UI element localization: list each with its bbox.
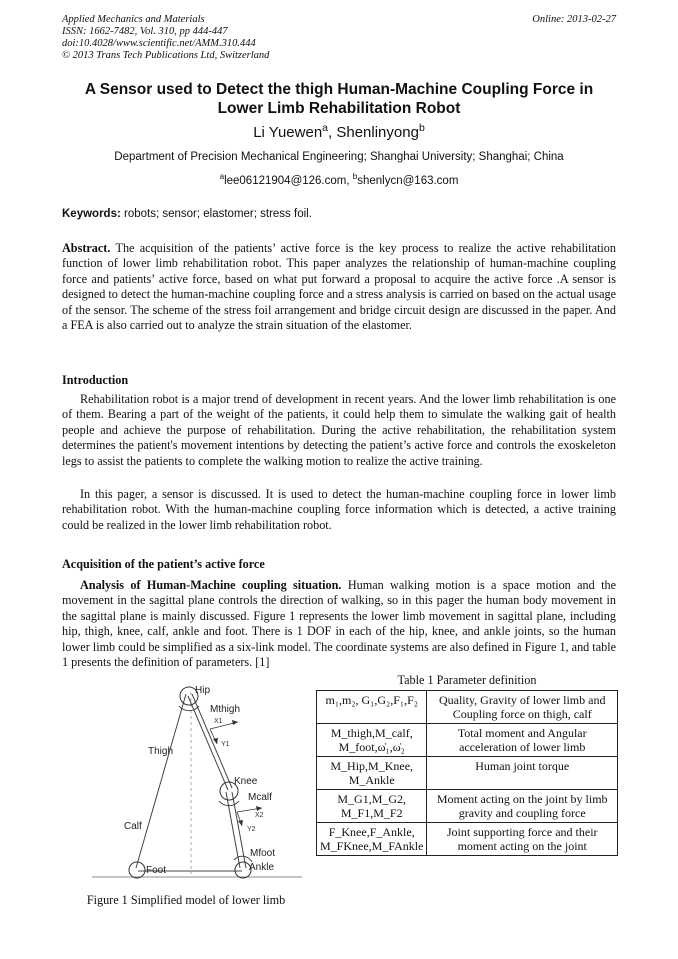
label-foot: Foot [146,865,167,876]
journal-header [62,14,269,62]
table-cell-symbol: M_Hip,M_Knee, M_Ankle [317,757,427,790]
label-y1: Y1 [221,741,230,748]
email-2: shenlycn@163.com [357,174,459,187]
table-row [317,691,618,724]
table-row [317,757,618,790]
knee-moment-arrow [219,801,239,806]
journal-name: Applied Mechanics and Materials [62,14,205,25]
email-1-sup: a [219,172,225,181]
author-line [62,122,616,141]
section-paragraph [62,578,616,670]
affiliation: Department of Precision Mechanical Engineering; Shanghai University; Shanghai; China [114,151,564,163]
paper-title: A Sensor used to Detect the thigh Human-Machine Coupling Force in Lower Limb Rehabilitation Robot [84,81,594,117]
label-ankle: Ankle [249,862,275,873]
label-mfoot: Mfoot [250,848,276,859]
label-knee: Knee [234,776,258,787]
label-y2: Y2 [247,826,256,833]
keywords-label: Keywords: [62,208,121,220]
parameter-table [316,690,618,856]
label-hip: Hip [195,685,211,696]
section-lead: Analysis of Human-Machine coupling situation. [80,578,342,592]
table-row [317,724,618,757]
author-separator: , [328,124,337,141]
label-mthigh: Mthigh [210,704,241,715]
author-1-sup: a [322,122,329,134]
table-cell-definition: Joint supporting force and their moment acting on the joint [427,823,618,856]
figure-1-lower-limb-model [62,684,310,884]
table-row [317,823,618,856]
email-line [62,172,616,187]
table-caption: Table 1 Parameter definition [397,673,537,687]
abstract-text: The acquisition of the patients’ active force is the key process to realize the active rehabilitation function of lower limb rehabilitation robot. This paper analyzes the relationship of human-machine coupling force and patients’ active force, based on what put forward a proposal to acquire the active force .A sensor is designed to detect the human-machine coupling force and a stress analysis is carried on based on the actual usage of the sensor. The scheme of the stress foil arrangement and bridge circuit design are discussed in the paper. And a FEA is also carried out to analyze the strain situation of the elastomer. [62,241,616,333]
journal-issn: ISSN: 1662-7482, Vol. 310, pp 444-447 [62,26,228,37]
introduction-paragraph-2: In this pager, a sensor is discussed. It is used to detect the human-machine coupling force in lower limb rehabilitation robot. With the human-machine coupling force information which is detected, a active training could be realized in the lower limb rehabilitation robot. [62,487,616,532]
y1-arrowhead [213,738,218,744]
table-cell-symbol: M_thigh,M_calf, M_foot,ω̇₁,ω̇₂ [317,724,427,757]
table-cell-symbol: F_Knee,F_Ankle, M_FKnee,M_FAnkle [317,823,427,856]
author-2: Shenlinyong [336,124,419,141]
introduction-paragraph-1: Rehabilitation robot is a major trend of development in recent years. And the lower limb rehabilitation is one of them. Bearing a part of the weight of the patients, it could help them to simulate the walking gait of health people and achieve the purpose of rehabilitation. During the active rehabilitation, the rehabilitation system determines the patient's movement intentions by detecting the patient’s active force and controls the exoskeleton legs to assist the patients to complete the walking motion to realize the active training. [62,392,616,468]
author-1: Li Yuewen [253,124,323,141]
table-cell-definition: Moment acting on the joint by limb gravity and coupling force [427,790,618,823]
abstract [62,241,616,333]
online-date: Online: 2013-02-27 [532,14,616,25]
journal-copyright: © 2013 Trans Tech Publications Ltd, Switzerland [62,50,270,61]
label-x1: X1 [214,718,223,725]
author-2-sup: b [418,122,425,134]
y2-arrowhead [238,820,243,826]
label-thigh: Thigh [148,746,174,757]
table-cell-definition: Human joint torque [427,757,618,790]
figure-caption: Figure 1 Simplified model of lower limb [86,893,286,907]
table-cell-symbol: M_G1,M_G2, M_F1,M_F2 [317,790,427,823]
thigh-link-left [136,694,186,868]
x2-arrowhead [256,806,262,811]
section-heading: Acquisition of the patient’s active force [62,557,265,571]
table-cell-definition: Quality, Gravity of lower limb and Coupling force on thigh, calf [427,691,618,724]
label-x2: X2 [255,812,264,819]
email-1: lee06121904@126.com, [224,174,353,187]
abstract-label: Abstract. [62,241,111,255]
keywords-text: robots; sensor; elastomer; stress foil. [120,208,312,220]
label-calf: Calf [124,821,142,832]
keywords [62,208,616,220]
label-mcalf: Mcalf [248,792,272,803]
table-row [317,790,618,823]
table-cell-definition: Total moment and Angular acceleration of lower limb [427,724,618,757]
section-text: Human walking motion is a space motion and the movement in the sagittal plane controls the direction of walking, so in this pager the human body movement in the sagittal plane is mainly discussed. Figure 1 represents the lower limb movement in sagittal plane, including hip, thigh, knee, calf, ankle and foot. There is 1 DOF in each of the hip, knee, and ankle joints, so the human lower limb could be simplified as a six-link model. The coordinate systems are also defined in Figure 1, and table 1 presents the definition of parameters. [1] [62,578,616,670]
introduction-heading: Introduction [62,373,129,387]
email-2-sup: b [352,172,358,181]
table-cell-symbol: m₁,m₂, G₁,G₂,F₁,F₂ [317,691,427,724]
journal-doi: doi:10.4028/www.scientific.net/AMM.310.444 [62,38,256,49]
x1-arrowhead [232,720,238,725]
